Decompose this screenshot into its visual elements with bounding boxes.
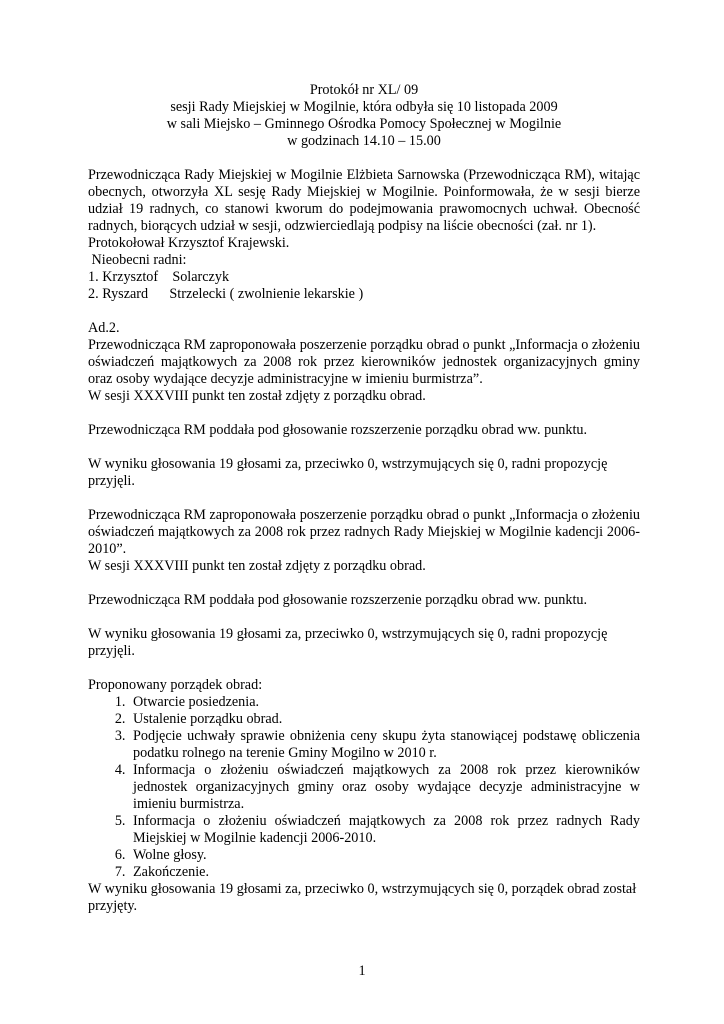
ad2-label: Ad.2.: [88, 320, 120, 336]
agenda-item: 4. Informacja o złożeniu oświadczeń majątkowych za 2008 rok przez kierowników jednostek organizacyjnych gminy oraz osoby wydające decyzje administracyjne w imieniu burmistrza.: [129, 762, 640, 813]
vote-call-2: Przewodnicząca RM poddała pod głosowanie rozszerzenie porządku obrad ww. punktu.: [88, 592, 588, 608]
opening-paragraph: Przewodnicząca Rady Miejskiej w Mogilnie Elżbieta Sarnowska (Przewodnicząca RM), witając obecnych, otworzyła XL sesję Rady Miejskiej w Mogilnie. Poinformowała, że w sesji bierze udział 19 radnych, co stanowi kworum do podejmowania prawomocnych uchwał. Obecność radnych, biorących udział w sesji, odzwierciedlają podpisy na liście obecności (zał. nr 1).: [88, 167, 640, 234]
absent-label: Nieobecni radni:: [88, 252, 187, 268]
protocol-header: [88, 82, 640, 150]
protocol-title: Protokół nr XL/ 09: [309, 82, 419, 98]
agenda-item: 7. Zakończenie.: [129, 864, 640, 881]
venue-line: w sali Miejsko – Gminnego Ośrodka Pomocy Społecznej w Mogilnie: [166, 116, 562, 132]
hours-line: w godzinach 14.10 – 15.00: [287, 133, 441, 149]
absent-list: [88, 269, 640, 303]
agenda-item: 1. Otwarcie posiedzenia.: [129, 694, 640, 711]
agenda-item: 3. Podjęcie uchwały sprawie obniżenia ceny skupu żyta stanowiącej podstawę obliczenia podatku rolnego na terenie Gminy Mogilno w 2010 r.: [129, 728, 640, 762]
proposal-2: Przewodnicząca RM zaproponowała poszerzenie porządku obrad o punkt „Informacja o złożeniu oświadczeń majątkowych za 2008 rok przez radnych Rady Miejskiej w Mogilnie kadencji 2006-2010”.: [88, 507, 640, 557]
recorder-line: Protokołował Krzysztof Krajewski.: [88, 235, 290, 251]
vote-result-2: W wyniku głosowania 19 głosami za, przeciwko 0, wstrzymujących się 0, radni propozycję przyjęli.: [88, 626, 608, 659]
proposal-1: Przewodnicząca RM zaproponowała poszerzenie porządku obrad o punkt „Informacja o złożeniu oświadczeń majątkowych za 2008 rok przez kierowników jednostek organizacyjnych gminy oraz osoby wydające decyzje administracyjne w imieniu burmistrza”.: [88, 337, 640, 387]
session-line: sesji Rady Miejskiej w Mogilnie, która odbyła się 10 listopada 2009: [170, 99, 558, 115]
vote-call-1: Przewodnicząca RM poddała pod głosowanie rozszerzenie porządku obrad ww. punktu.: [88, 422, 588, 438]
absent-item: 1. Krzysztof Solarczyk: [88, 269, 230, 285]
agenda-vote-result: W wyniku głosowania 19 głosami za, przeciwko 0, wstrzymujących się 0, porządek obrad został przyjęty.: [88, 881, 637, 914]
agenda-label: Proponowany porządek obrad:: [88, 677, 263, 693]
agenda-item: 6. Wolne głosy.: [129, 847, 640, 864]
vote-result-1: W wyniku głosowania 19 głosami za, przeciwko 0, wstrzymujących się 0, radni propozycję przyjęli.: [88, 456, 608, 489]
agenda-item: 2. Ustalenie porządku obrad.: [129, 711, 640, 728]
absent-item: 2. Ryszard Strzelecki ( zwolnienie lekarskie ): [88, 286, 364, 302]
page-number: 1: [358, 963, 366, 979]
removed-note-2: W sesji XXXVIII punkt ten został zdjęty z porządku obrad.: [88, 558, 426, 574]
agenda-item: 5. Informacja o złożeniu oświadczeń majątkowych za 2008 rok przez radnych Rady Miejskiej w Mogilnie kadencji 2006-2010.: [129, 813, 640, 847]
agenda-list: [88, 694, 640, 881]
document-page: [88, 82, 640, 915]
removed-note-1: W sesji XXXVIII punkt ten został zdjęty z porządku obrad.: [88, 388, 426, 404]
